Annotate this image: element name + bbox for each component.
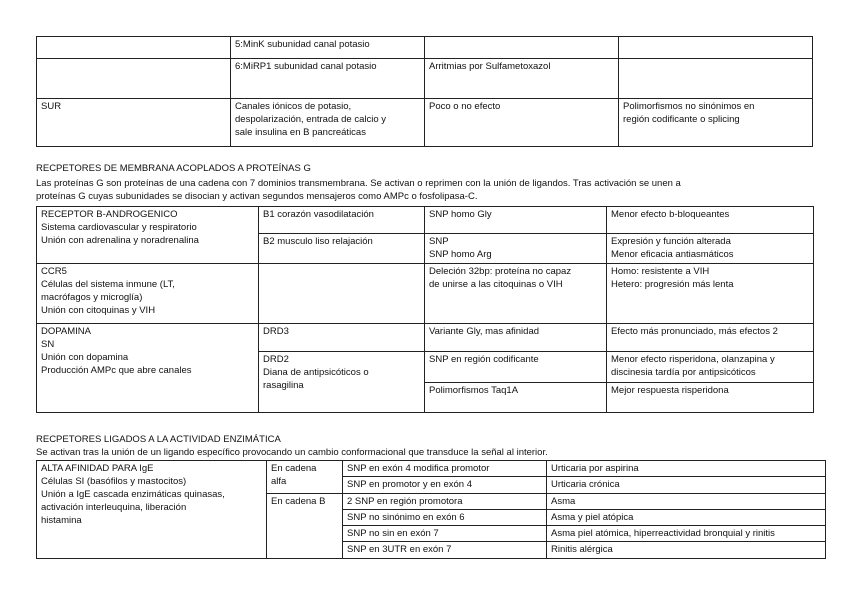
receptor-cell: ALTA AFINIDAD PARA IgE Células SI (basófilos y mastocitos) Unión a IgE cascada enzimáticas quinasas, activación interleuquina, liberación histamina xyxy=(37,461,267,559)
table-cell xyxy=(619,37,813,59)
table-cell: Polimorfismos no sinónimos en región codificante o splicing xyxy=(619,99,813,147)
table-cell xyxy=(259,264,425,324)
table-cell: Rinitis alérgica xyxy=(547,542,826,558)
table-cell: SNP no sin en exón 7 xyxy=(343,526,547,542)
table-cell: DRD2 Diana de antipsicóticos o rasagilina xyxy=(259,352,425,413)
table-cell: B2 musculo liso relajación xyxy=(259,234,425,264)
table-cell: 5:MinK subunidad canal potasio xyxy=(231,37,425,59)
table-row xyxy=(37,59,813,99)
table-cell: 6:MiRP1 subunidad canal potasio xyxy=(231,59,425,99)
table-cell: Variante Gly, mas afinidad xyxy=(425,324,607,352)
table-cell: SNP en región codificante xyxy=(425,352,607,383)
table-cell: Urticaria crónica xyxy=(547,477,826,494)
table-row xyxy=(37,99,813,147)
table-cell: Deleción 32bp: proteína no capaz de unirse a las citoquinas o VIH xyxy=(425,264,607,324)
table-cell: Menor efecto b-bloqueantes xyxy=(607,207,814,234)
table-cell: SNP SNP homo Arg xyxy=(425,234,607,264)
table-cell: Asma piel atómica, hiperreactividad bronquial y rinitis xyxy=(547,526,826,542)
table-cell: SNP no sinónimo en exón 6 xyxy=(343,510,547,526)
receptor-cell: DOPAMINA SN Unión con dopamina Producción AMPc que abre canales xyxy=(37,324,259,413)
table-cell: SNP homo Gly xyxy=(425,207,607,234)
table-2 xyxy=(36,206,814,413)
receptor-cell: RECEPTOR B-ANDROGENICO Sistema cardiovascular y respiratorio Unión con adrenalina y noradrenalina xyxy=(37,207,259,264)
table-row xyxy=(37,461,826,477)
table-cell: Homo: resistente a VIH Hetero: progresión más lenta xyxy=(607,264,814,324)
table-cell xyxy=(425,37,619,59)
table-cell: SNP en 3UTR en exón 7 xyxy=(343,542,547,558)
table-cell: Arritmias por Sulfametoxazol xyxy=(425,59,619,99)
table-cell: Poco o no efecto xyxy=(425,99,619,147)
table-cell: Polimorfismos Taq1A xyxy=(425,383,607,413)
table-cell: 2 SNP en región promotora xyxy=(343,494,547,510)
table-cell xyxy=(619,59,813,99)
chain-cell: En cadena alfa xyxy=(267,461,343,494)
table-cell: Canales iónicos de potasio, despolarización, entrada de calcio y sale insulina en B pancreáticas xyxy=(231,99,425,147)
table-cell: Asma xyxy=(547,494,826,510)
table-row xyxy=(37,264,814,324)
table-cell xyxy=(37,59,231,99)
table-cell: SNP en exón 4 modifica promotor xyxy=(343,461,547,477)
table-cell: Expresión y función alterada Menor eficacia antiasmáticos xyxy=(607,234,814,264)
chain-cell: En cadena B xyxy=(267,494,343,558)
section-heading-g-proteins: RECPETORES DE MEMBRANA ACOPLADOS A PROTEÍNAS G xyxy=(36,163,311,174)
table-row xyxy=(37,207,814,234)
table-cell: Efecto más pronunciado, más efectos 2 xyxy=(607,324,814,352)
table-1 xyxy=(36,36,813,147)
table-cell: Mejor respuesta risperidona xyxy=(607,383,814,413)
table-row xyxy=(37,37,813,59)
table-cell: DRD3 xyxy=(259,324,425,352)
section-paragraph: Se activan tras la unión de un ligando específico provocando un cambio conformacional que transduce la señal al interior. xyxy=(36,447,548,458)
receptor-cell: CCR5 Células del sistema inmune (LT, macrófagos y microglía) Unión con citoquinas y VIH xyxy=(37,264,259,324)
table-row xyxy=(37,324,814,352)
table-cell: Asma y piel atópica xyxy=(547,510,826,526)
table-cell: B1 corazón vasodilatación xyxy=(259,207,425,234)
section-paragraph: Las proteínas G son proteínas de una cadena con 7 dominios transmembrana. Se activan o reprimen con la unión de ligandos. Tras activación se unen a proteínas G cuyas subunidades se disocian y activan segundos mensajeros como AMPc o fosfolipasa-C. xyxy=(36,178,681,203)
table-cell: Menor efecto risperidona, olanzapina y discinesia tardía por antipsicóticos xyxy=(607,352,814,383)
table-cell xyxy=(37,37,231,59)
table-3 xyxy=(36,460,826,559)
section-heading-enzymatic: RECPETORES LIGADOS A LA ACTIVIDAD ENZIMÁTICA xyxy=(36,434,281,445)
table-cell: SUR xyxy=(37,99,231,147)
table-cell: SNP en promotor y en exón 4 xyxy=(343,477,547,494)
table-cell: Urticaria por aspirina xyxy=(547,461,826,477)
